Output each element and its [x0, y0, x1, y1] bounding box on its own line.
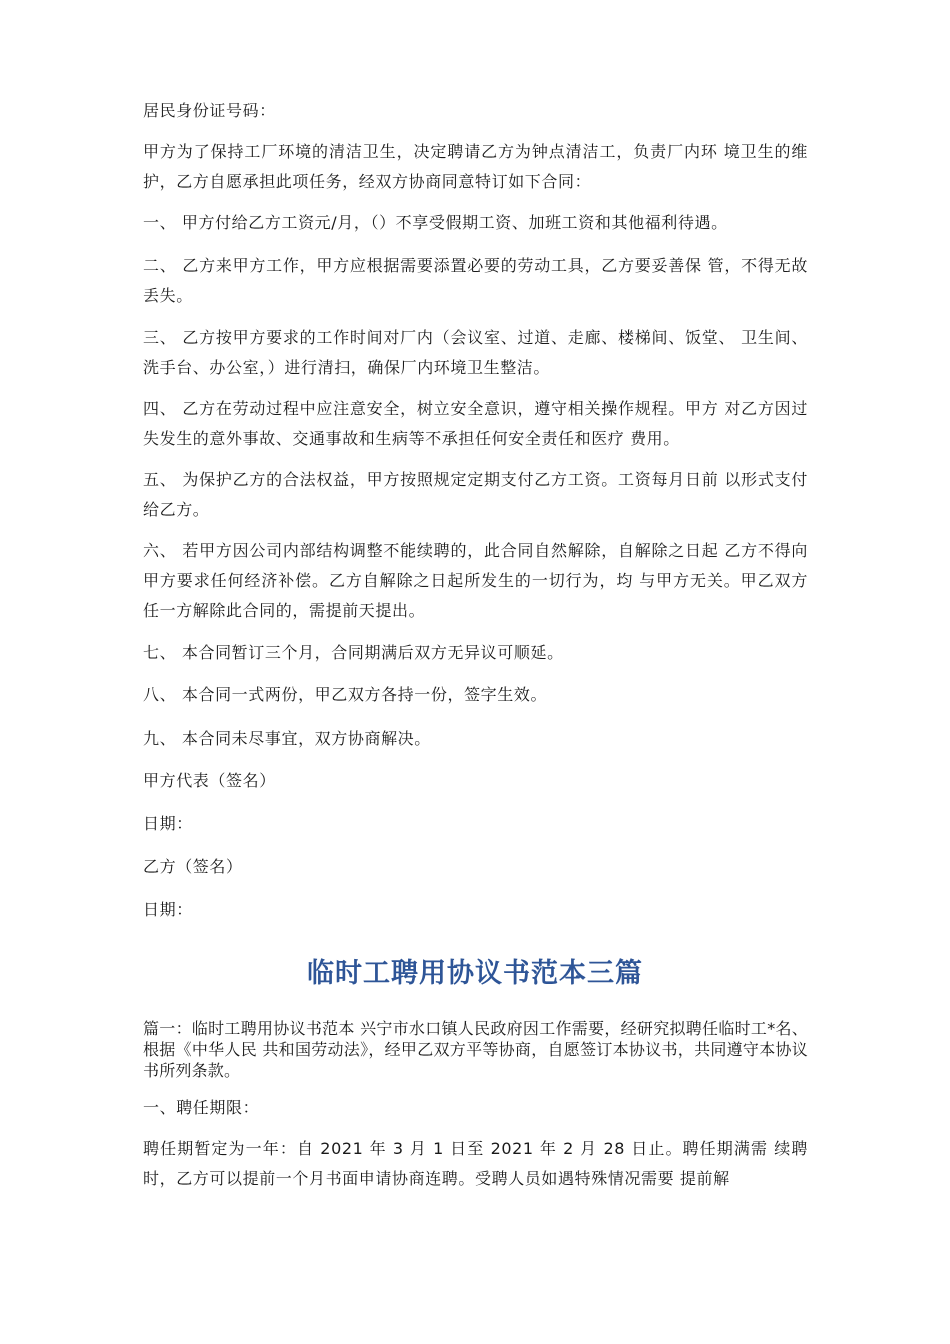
party-a-date: 日期：	[143, 814, 193, 833]
clause-1: 一、 甲方付给乙方工资元/月，（）不享受假期工资、加班工资和其他福利待遇。	[143, 213, 728, 232]
party-b-signature: 乙方（签名）	[143, 857, 243, 876]
clause-9: 九、 本合同未尽事宜，双方协商解决。	[143, 729, 431, 748]
clause-4: 四、 乙方在劳动过程中应注意安全，树立安全意识，遵守相关操作规程。甲方 对乙方因过失发生的意外事故、交通事故和生病等不承担任何安全责任和医疗 费用。	[143, 399, 808, 448]
article-one-intro: 篇一：临时工聘用协议书范本 兴宁市水口镇人民政府因工作需要，经研究拟聘任临时工*名、根据《中华人民 共和国劳动法》，经甲乙双方平等协商，自愿签订本协议书，共同遵守本协议 书所列条款。	[143, 1019, 808, 1080]
party-b-date: 日期：	[143, 900, 193, 919]
term-heading: 一、聘任期限：	[143, 1098, 260, 1117]
clause-7: 七、 本合同暂订三个月，合同期满后双方无异议可顺延。	[143, 643, 564, 662]
section-title: 临时工聘用协议书范本三篇	[307, 958, 643, 989]
clause-2: 二、 乙方来甲方工作，甲方应根据需要添置必要的劳动工具，乙方要妥善保 管，不得无故丢失。	[143, 256, 808, 305]
clause-3: 三、 乙方按甲方要求的工作时间对厂内（会议室、过道、走廊、楼梯间、饭堂、 卫生间、洗手台、办公室，）进行清扫，确保厂内环境卫生整洁。	[143, 328, 808, 377]
clause-5: 五、 为保护乙方的合法权益，甲方按照规定定期支付乙方工资。工资每月日前 以形式支付给乙方。	[143, 470, 808, 519]
clause-8: 八、 本合同一式两份，甲乙双方各持一份，签字生效。	[143, 685, 548, 704]
intro-paragraph: 甲方为了保持工厂环境的清洁卫生，决定聘请乙方为钟点清洁工，负责厂内环 境卫生的维护，乙方自愿承担此项任务，经双方协商同意特订如下合同：	[143, 142, 808, 191]
id-number-line: 居民身份证号码：	[143, 101, 276, 120]
term-paragraph: 聘任期暂定为一年：自 2021 年 3 月 1 日至 2021 年 2 月 28 日止。聘任期满需 续聘时，乙方可以提前一个月书面申请协商连聘。受聘人员如遇特殊情况需要 提前解	[143, 1139, 808, 1188]
party-a-signature: 甲方代表（签名）	[143, 771, 276, 790]
clause-6: 六、 若甲方因公司内部结构调整不能续聘的，此合同自然解除，自解除之日起 乙方不得向甲方要求任何经济补偿。乙方自解除之日起所发生的一切行为，均 与甲方无关。甲乙双方任一方解除此合同的，需提前天提出。	[143, 541, 808, 620]
